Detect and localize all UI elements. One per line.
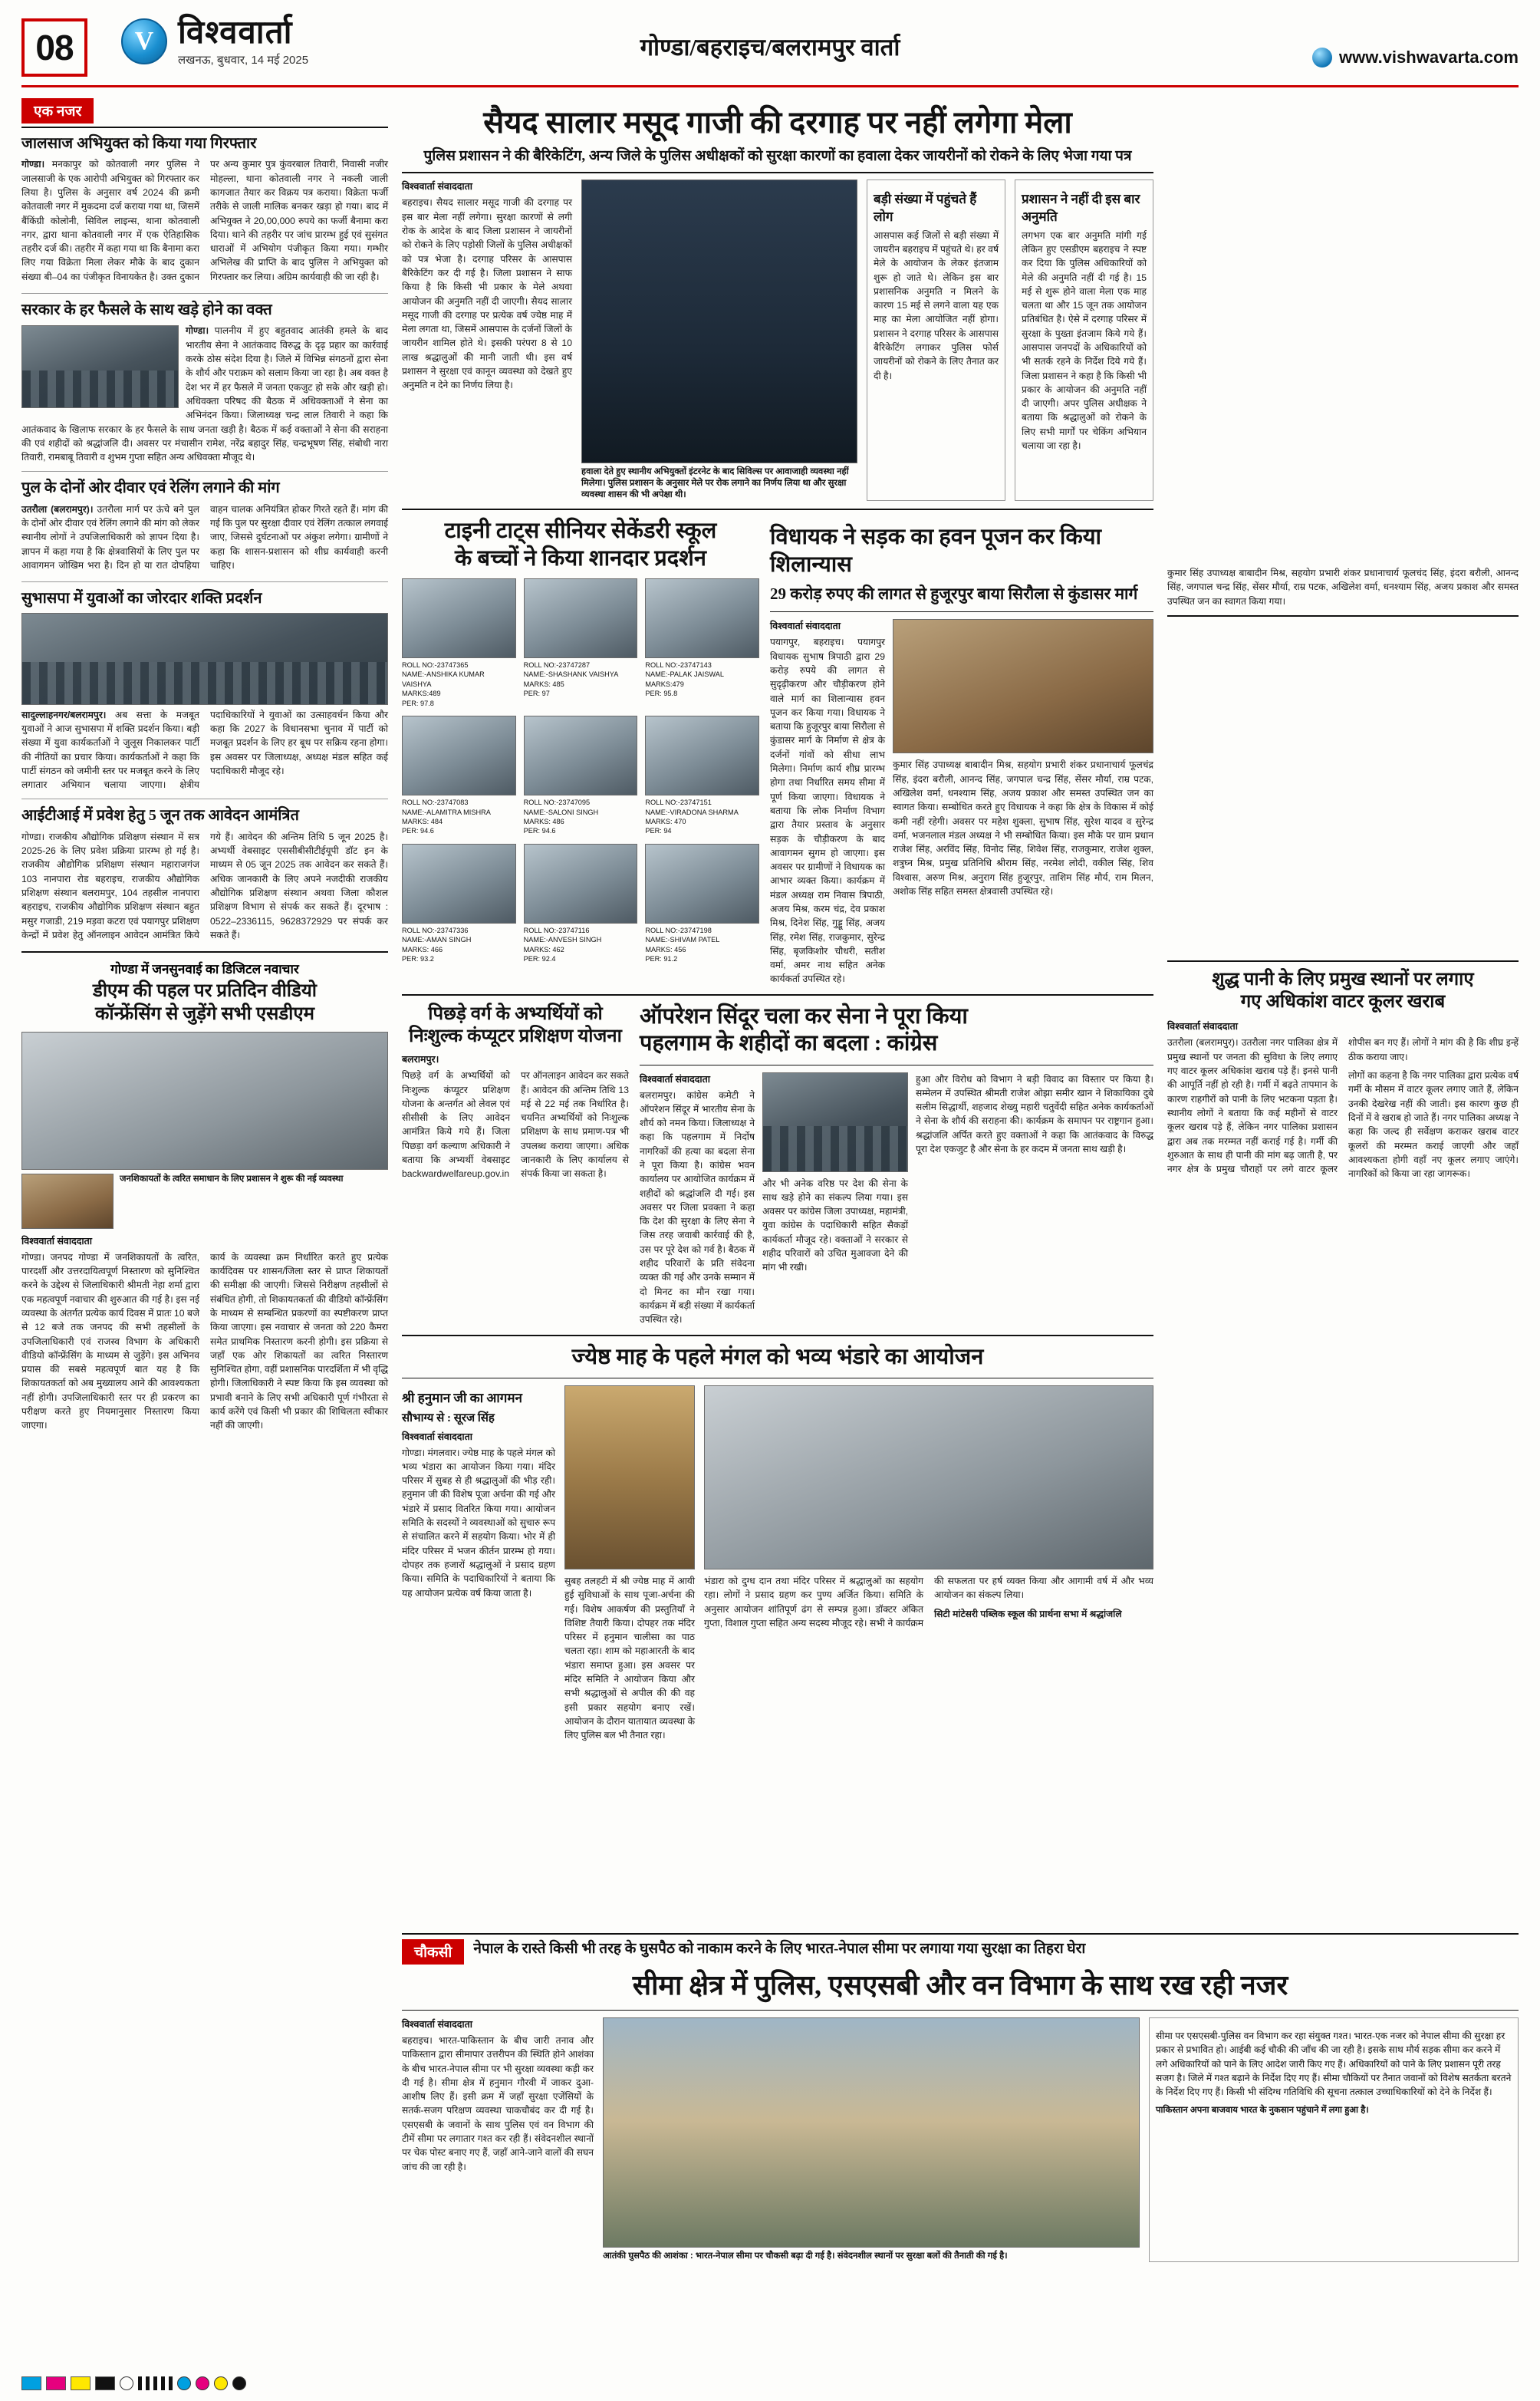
student-marks: MARKS: 485	[523, 680, 564, 688]
student-roll: ROLL NO:-23747151	[645, 799, 712, 807]
photo-youth-rally	[21, 613, 388, 705]
list-item	[524, 844, 638, 964]
middle-column	[402, 98, 1153, 1743]
student-photo	[645, 578, 759, 658]
article-body: अब सत्ता के मजबूत युवाओं ने आज सुभासपा में शक्ति प्रदर्शन किया। बड़ी संख्या में युवा कार्यकर्ताओं ने जुलूस निकालकर पार्टी की नीतियों का प्रचार किया। कार्यकर्ताओं ने कहा कि पार्टी संगठन को जमीनी स्तर पर मजबूत करने के लिए लगातार अभियान चलाया जाएगा। क्षेत्रीय पदाधिकारियों ने युवाओं का उत्साहवर्धन किया और कहा कि 2027 के विधानसभा चुनाव में पार्टी को मजबूत प्रदर्शन के लिए हर बूथ पर सक्रिय रहना होगा। इस अवसर पर जिलाध्यक्ष, अध्यक्ष मंडल सहित कई पदाधिकारी मौजूद रहे।	[21, 709, 388, 791]
article-body-2: कार्य के व्यवस्था क्रम निर्धारित करते हुए प्रत्येक कार्यदिवस पर शासन/जिला स्तर से प्राप्त शिकायतों की समीक्षा की जाएगी। जिससे निरीक्षण तहसीलों से संबंधित होगी, तो शिकायतकर्ता की वीडियो कॉन्फ्रेंसिंग के माध्यम से सम्बन्धित प्रकरणों का स्पष्टीकरण प्राप्त किया जाएगा। इस नवाचार से जनता को 220 कैमरा समेत प्राथमिक निस्तारण करनी होगी। इस प्रक्रिया से जहाँ एक ओर शिकायतों का त्वरित निस्तारण सुनिश्चित होगा, वहीं प्रशासनिक पारदर्शिता में भी वृद्धि होगी। जिलाधिकारी ने स्पष्ट किया कि इस व्यवस्था को प्रभावी बनाने के लिए सभी अधिकारी पूर्ण गंभीरता से कार्य करेंगे एवं किसी भी प्रकार की शिथिलता स्वीकार नहीं की जाएगी।	[210, 1251, 388, 1431]
student-percent: PER: 94.6	[402, 827, 434, 835]
headline-backward-1[interactable]: पिछड़े वर्ग के अभ्यर्थियों को	[428, 1003, 603, 1024]
headline-sindoor-2[interactable]: पहलगाम के शहीदों का बदला : कांग्रेस	[640, 1031, 938, 1056]
article-mla: पयागपुर, बहराइच। पयागपुर विधायक सुभाष त्रिपाठी द्वारा 29 करोड़ रुपये की लागत से सुदृढ़ीकरण और चौड़ीकरण होने वाले मार्ग का शिलान्यास हवन पूजन कर किया गया। विधायक ने बताया कि हुजूरपुर बाया सिरौला से कुंडासर मार्ग के निर्माण से क्षेत्र के दर्जनों गांवों को सीधा लाभ मिलेगा। निर्माण कार्य शीघ्र प्रारम्भ होगा तथा निर्धारित समय सीमा में पूर्ण किया जाएगा। विधायक ने बताया कि लोक निर्माण विभाग द्वारा तैयार प्रस्ताव के अनुसार सड़क के चौड़ीकरण के बाद आवागमन सुगम हो जाएगा। इस अवसर पर ग्रामीणों ने विधायक का आभार व्यक्त किया। कार्यक्रम में मंडल अध्यक्ष राम निवास त्रिपाठी, अजय मिश्र, करम चंद्र, देव प्रकाश मिश्र, दिनेश सिंह, गुड्डू सिंह, अजय सिंह, रमेश सिंह, राजकुमार, सुरेन्द्र सिंह, बृजकिशोर चौधरी, सतीश वर्मा, अमर नाथ सहित अनेक कार्यकर्ता उपस्थित रहे।	[770, 637, 885, 985]
photo-dm-portrait	[21, 1174, 114, 1229]
student-percent: PER: 97	[523, 690, 550, 698]
photo-lawyers-meeting	[21, 325, 179, 408]
subhead-joint-patrol: सीमा पर एसएसबी-पुलिस वन विभाग कर रहा संयुक्त गश्त। भारत-एक नजर को नेपाल सीमा की सुरक्षा हर प्रकार से प्रभावित हो। आईबी कई चौकी की जाँच की जा रही है। इसके साथ मौर्य सड़क सीमा कर करने में लगे अधिकारियों को पाने के लिए आदेश जारी किए गए हैं। अधिकारियों को पाने के लिए प्रशासन पूरी तरह सजग है। जिले में गश्त बढ़ाने के निर्देश दिए गए हैं। सीमा चौकियों पर तैनात जवानों को विशेष सतर्कता बरतने के निर्देश दिए गए हैं। किसी भी संदिग्ध गतिविधि की सूचना तत्काल उच्चाधिकारियों को देने के निर्देश हैं।	[1156, 2030, 1512, 2098]
headline-jalsaj[interactable]: जालसाज अभियुक्त को किया गया गिरफ्तार	[21, 135, 257, 152]
logo-letter: V	[134, 27, 154, 55]
color-bar-cyan	[21, 2376, 41, 2390]
edition-title: गोण्डा/बहराइच/बलरामपुर वार्ता	[640, 34, 900, 61]
student-name: NAME:-ANSHIKA KUMAR VAISHYA	[402, 670, 485, 688]
student-results-grid	[402, 578, 759, 963]
school-story	[402, 518, 759, 986]
mla-side-text: कुमार सिंह उपाध्यक्ष बाबादीन मिश्र, सहयोग प्रभारी शंकर प्रधानाचार्य फूलचंद सिंह, इंदरा बरौली, आनन्द सिंह, जगपाल चन्द्र सिंह, सेंसर मौर्या, राम्र पटक, अखिलेश वर्मा, धनश्याम सिंह, अजय प्रकाश और समस्त उपस्थित जन का स्वागत किया गया।	[1167, 568, 1519, 607]
list-item	[402, 844, 516, 964]
article-body: उतरौला मार्ग पर ऊंचे बने पुल के दोनों ओर दीवार एवं रेलिंग लगाने की मांग को लेकर स्थानीय लोगों ने उपजिलाधिकारी को ज्ञापन दिया है। ज्ञापन में कहा गया है कि क्षेत्रवासियों के लिए पुल पर आवागमन जोखिम भरा है। दिन हो या रात दोपहिया वाहन चालक अनियंत्रित होकर गिरते रहते हैं। मांग की गई कि पुल पर सुरक्षा दीवार एवं रेलिंग तत्काल लगवाई जाए, जिससे दुर्घटनाओं पर अंकुश लगेगा। ग्रामीणों ने कहा कि शासन-प्रशासन को शीघ्र कार्यवाही करनी चाहिए।	[21, 503, 388, 571]
photo-caption-dm: जनशिकायतों के त्वरित समाधान के लिए प्रशासन ने शुरू की नई व्यवस्था	[120, 1174, 344, 1184]
student-photo	[402, 578, 516, 658]
headline-subhaspa[interactable]: सुभासपा में युवाओं का जोरदार शक्ति प्रदर्शन	[21, 590, 262, 608]
headline-iti[interactable]: आईटीआई में प्रवेश हेतु 5 जून तक आवेदन आमंत्रित	[21, 807, 299, 825]
dek-security: नेपाल के रास्ते किसी भी तरह के घुसपैठ को नाकाम करने के लिए भारत-नेपाल सीमा पर लगाया गया सुरक्षा का तिहरा घेरा	[473, 1941, 1086, 1957]
byline: गोण्डा।	[186, 325, 209, 337]
registration-mark-cyan-icon	[177, 2376, 191, 2390]
student-marks: MARKS: 462	[523, 945, 564, 953]
sidebar-head-permission: प्रशासन ने नहीं दी इस बार अनुमति	[1022, 192, 1140, 224]
headline-water-2[interactable]: गए अधिकांश वाटर कूलर खराब	[1240, 992, 1446, 1013]
student-roll: ROLL NO:-23747198	[645, 926, 712, 934]
article-bhandara-3	[704, 1574, 1153, 1630]
headline-mla[interactable]: विधायक ने सड़क का हवन पूजन कर किया शिलान्यास	[770, 525, 1102, 577]
sidebar-text-crowd: आसपास कई जिलों से बड़ी संख्या में जायरीन बहराइच में पहुंचते थे। हर वर्ष मेले के आयोजन के लेकर इंतजाम शुरू हो जाते थे। लेकिन इस बार प्रशासनिक अनुमति न मिलने के कारण 15 मई से लगने वाला यह एक माह का मेला आयोजित नहीं होगा। प्रशासन ने दरगाह परिसर के आसपास बैरिकेटिंग लगाकर पुलिस फोर्स जायरीनों को रोकने के लिए तैनात कर दी है।	[874, 229, 999, 381]
registration-mark-yellow-icon	[214, 2376, 228, 2390]
mla-story	[770, 518, 1153, 986]
sidebar-text-permission: लगभग एक बार अनुमति मांगी गई लेकिन हुए एसडीएम बहराइच ने स्पष्ट कर दिया कि पुलिस अधिकारियों को मेले की अनुमति नहीं दी गई है। 15 मई से शुरू होने वाला मेला एक माह चलता था और 15 जून तक आयोजन प्रतिबंधित है। ऐसे में दरगाह परिसर में सुरक्षा के पुख्ता इंतजाम किये गये हैं। आसपास जनपदों के अधिकारियों को भी सतर्क रहने के निर्देश दिये गये हैं। जिला प्रशासन ने कहा है कि किसी भी प्रकार के आयोजन की अनुमति नहीं दी जाएगी। अपर पुलिस अधीक्षक ने बताया कि श्रद्धालुओं को रोकने के लिए सभी मार्गों पर चेकिंग अभियान चलाया जा रहा है।	[1022, 229, 1147, 452]
color-bar-magenta	[46, 2376, 66, 2390]
student-roll: ROLL NO:-23747365	[402, 661, 469, 669]
article-body-2: लोगों का कहना है कि नगर पालिका द्वारा प्रत्येक वर्ष गर्मी के मौसम में वाटर कूलर लगाए जाते हैं, लेकिन उनकी देखरेख नहीं की जाती। इस कारण कुछ ही दिनों में वे खराब हो जाते हैं। नगर पालिका अध्यक्ष ने कहा कि जल्द ही सर्वेक्षण कराकर खराब वाटर कूलरों की मरम्मत कराई जाएगी और जहाँ आवश्यकता होगी वहाँ नए कूलर लगाए जाएंगे। नागरिकों को किया जा रहा जागरूक।	[1348, 1070, 1519, 1180]
article-sindoor-2: और भी अनेक वरिष्ठ पर देश की सेना के साथ खड़े होने का संकल्प लिया गया। इस अवसर पर कांग्रेस जिला उपाध्यक्ष, महामंत्री, युवा कांग्रेस के पदाधिकारी सहित सैकड़ों कार्यकर्ता मौजूद रहे। वक्ताओं ने सरकार से शहीद परिवारों को उचित मुआवजा देने की मांग भी रखी।	[762, 1177, 908, 1273]
student-roll: ROLL NO:-23747095	[523, 799, 591, 807]
byline-security: विश्ववार्ता संवाददाता	[402, 2018, 472, 2030]
left-column	[21, 98, 388, 1438]
photo-caption-lead: हवाला देते हुए स्थानीय अभियुक्तों इंटरनेट के बाद सिविल्स पर आवाजाही व्यवस्था नहीं मिलेगा। पुलिस प्रशासन के अनुसार मेले पर रोक लगाने का निर्णय लिया था और सुरक्षा व्यवस्था शासन की भी अपेक्षा थी।	[581, 467, 849, 500]
article-pul	[21, 502, 388, 575]
water-cooler-story	[1167, 969, 1519, 1181]
list-item	[645, 716, 759, 836]
section-tag-chauksi: चौकसी	[402, 1939, 464, 1965]
student-roll: ROLL NO:-23747143	[645, 661, 712, 669]
byline-water: विश्ववार्ता संवाददाता	[1167, 1021, 1238, 1033]
photo-caption-security: आतंकी घुसपैठ की आशंका : भारत-नेपाल सीमा पर चौकसी बढ़ा दी गई है। संवेदनशील स्थानों पर सुरक्षा बलों की तैनाती की गई है।	[603, 2251, 1008, 2261]
article-sindoor-3: हुआ और विरोध को विभाग ने बड़ी विवाद का विस्तार पर किया है। सम्मेलन में उपस्थित श्रीमती राजेश ओझा समीर खान ने शिकायिका दुबे सलीम सिद्धार्थी, शहजाद शेख्यु महारी चतुर्वेदी सहित अनेक कार्यकर्ताओं ने सेना के शौर्य की सराहना की। कार्यक्रम के समापन पर राष्ट्रगान हुआ। श्रद्धांजलि अर्पित करते हुए वक्ताओं ने कहा कि आतंकवाद के विरुद्ध पूरा देश एकजुट है और सेना के हर कदम में जनता साथ खड़ी है।	[916, 1073, 1153, 1154]
ek-nazar-header	[21, 98, 388, 128]
student-percent: PER: 94	[645, 827, 672, 835]
student-marks: MARKS: 466	[402, 945, 443, 953]
security-story	[402, 1933, 1519, 2317]
sindoor-story	[640, 1003, 1153, 1327]
dek-lead: पुलिस प्रशासन ने की बैरिकेटिंग, अन्य जिले के पुलिस अधीक्षकों को सुरक्षा कारणों का हवाला देकर जायरीनों को रोकने के लिए भेजा गया पत्र	[423, 147, 1132, 164]
student-percent: PER: 95.8	[645, 690, 678, 698]
article-mla-2: कुमार सिंह उपाध्यक्ष बाबादीन मिश्र, सहयोग प्रभारी शंकर प्रधानाचार्य फूलचंद्र सिंह, इंदरा बरौली, आनन्द सिंह, जगपाल चन्द्र सिंह, सेंसर मौर्या, राम्र पटक, अखिलेश वर्मा, धनश्याम सिंह, अजय प्रकाश और समस्त उपस्थित जन का स्वागत किया। सम्बोधित करते हुए विधायक ने कहा कि क्षेत्र के विकास में कोई कमी नहीं रहेगी। अवसर पर महेश शुक्ला, सुभाष सिंह, सुरेश यादव व सुरेन्द्र वर्मा, भजनलाल मंडल अध्यक्ष ने भी सम्बोधित किया। इस मौके पर ग्राम प्रधान राजेश सिंह, अरविंद सिंह, विनोद सिंह, शिवेश सिंह, राजकुमार, राजेश शुक्ल, शत्रुघ्न मिश्र, प्रमुख प्रतिनिधि श्रीराम सिंह, नरमेश लोदी, वकील सिंह, शिव विश्वास, अरुण मिश्र, अनुराग सिंह हुजूरपुर, ताशिम सिंह मौर्य, राम मिलन, अशोक सिंह सहित समस्त क्षेत्रवासी उपस्थित रहे।	[893, 759, 1153, 897]
article-jalsaj	[21, 157, 388, 286]
left-bottom-continuation	[21, 1933, 388, 2317]
color-bar-yellow	[71, 2376, 90, 2390]
photo-india-nepal-border	[603, 2017, 1140, 2248]
photo-havan-pujan	[893, 619, 1153, 753]
article-backward: पिछड़े वर्ग के अभ्यर्थियों को निःशुल्क कंप्यूटर प्रशिक्षण योजना के अन्तर्गत ओ लेवल एवं सीसीसी के लिए आवेदन आमंत्रित किये गये हैं। जिला पिछड़ा वर्ग कल्याण अधिकारी ने बताया कि अभ्यर्थी वेबसाइट backwardwelfareup.gov.in पर ऑनलाइन आवेदन कर सकते हैं। आवेदन की अन्तिम तिथि 13 मई से 22 मई तक निर्धारित है। चयनित अभ्यर्थियों को निःशुल्क प्रशिक्षण के साथ प्रमाण-पत्र भी उपलब्ध कराया जाएगा। अधिक जानकारी के लिए कार्यालय से संपर्क किया जा सकता है।	[402, 1070, 629, 1180]
headline-backward-2[interactable]: निःशुल्क कंप्यूटर प्रशिक्षण योजना	[409, 1026, 622, 1047]
student-percent: PER: 93.2	[402, 955, 434, 963]
subhead-suraj: सौभाग्य से : सूरज सिंह	[402, 1412, 495, 1425]
subhead-hanuman: श्री हनुमान जी का आगमन	[402, 1390, 522, 1405]
byline: गोण्डा।	[21, 159, 45, 170]
headline-school-1[interactable]: टाइनी टाट्स सीनियर सेकेंडरी स्कूल	[444, 519, 717, 544]
student-photo	[645, 844, 759, 924]
article-body: उतरौला (बलरामपुर)। उतरौला नगर पालिका क्षेत्र में प्रमुख स्थानों पर जनता की सुविधा के लिए लगाए गए वाटर कूलर अधिकांश खराब पड़े हैं। इनसे पानी की आपूर्ति नहीं हो रही है। गर्मी में बढ़ते तापमान के कारण राहगीरों को पानी के लिए भटकना पड़ता है। स्थानीय लोगों ने बताया कि कई महीनों से वाटर कूलर खराब पड़े हैं, लेकिन नगर पालिका प्रशासन द्वारा अब तक मरम्मत नहीं कराई गई है। गर्मी की शुरुआत के साथ ही पानी की मांग बढ़ जाती है, पर नगर क्षेत्र के प्रमुख चौराहों पर लगे वाटर कूलर शोपीस बन गए हैं। लोगों ने मांग की है कि शीघ्र इन्हें ठीक कराया जाए।	[1167, 1037, 1519, 1175]
byline: उतरौला (बलरामपुर)।	[21, 503, 94, 515]
website-url: www.vishwavarta.com	[1339, 48, 1519, 67]
photo-dargah-police	[581, 179, 857, 463]
headline-sindoor-1[interactable]: ऑपरेशन सिंदूर चला कर सेना ने पूरा किया	[640, 1003, 968, 1029]
backward-class-story	[402, 1003, 629, 1327]
brand-name: विश्ववार्ता	[178, 15, 293, 51]
section-tag: एक नजर	[21, 98, 94, 124]
photo-dm-video-conference	[21, 1032, 388, 1170]
list-item	[402, 578, 516, 708]
student-marks: MARKS:489	[402, 690, 441, 698]
headline-security[interactable]: सीमा क्षेत्र में पुलिस, एसएसबी और वन विभाग के साथ रख रही नजर	[632, 1970, 1288, 2001]
byline-vishwavarta: विश्ववार्ता संवाददाता	[21, 1235, 92, 1247]
student-marks: MARKS: 484	[402, 817, 443, 825]
headline-dm-2[interactable]: कॉन्फ्रेंसिंग से जुड़ेंगे सभी एसडीएम	[94, 1003, 315, 1024]
headline-school-2[interactable]: के बच्चों ने किया शानदार प्रदर्शन	[455, 545, 706, 571]
student-marks: MARKS:479	[645, 680, 684, 688]
student-name: NAME:-PALAK JAISWAL	[645, 670, 724, 679]
kicker-digital: गोण्डा में जनसुनवाई का डिजिटल नवाचार	[110, 962, 299, 977]
byline-backward: बलरामपुर।	[402, 1054, 439, 1065]
student-name: NAME:-SALONI SINGH	[523, 808, 599, 816]
article-dm	[21, 1250, 388, 1438]
headline-dm-1[interactable]: डीएम की पहल पर प्रतिदिन वीडियो	[92, 981, 317, 1002]
print-registration-bars	[21, 2376, 246, 2390]
student-name: NAME:-ALAMITRA MISHRA	[402, 808, 491, 816]
sidebar-head-crowd: बड़ी संख्या में पहुंचते हैं लोग	[874, 192, 977, 224]
bhandara-story	[402, 1344, 1153, 1743]
byline: सादुल्लाहनगर/बलरामपुर।	[21, 709, 107, 720]
student-marks: MARKS: 470	[645, 817, 686, 825]
student-photo	[402, 716, 516, 795]
masthead	[21, 14, 1519, 87]
student-roll: ROLL NO:-23747336	[402, 926, 469, 934]
article-lead: बहराइच। सैयद सालार मसूद गाजी की दरगाह पर इस बार मेला नहीं लगेगा। सुरक्षा कारणों से लगी रोक के आदेश के बाद जिला प्रशासन ने जायरीनों को रोकने के लिए पड़ोसी जिलों के पुलिस अधीक्षकों को पत्र भेजा है। दरगाह परिसर के आसपास बैरिकेटिंग कर दी गई है। जिला प्रशासन ने साफ किया है कि किसी भी प्रकार के मेले अथवा आयोजन की अनुमति नहीं दी जाएगी। सैयद सालार मसूद गाजी की दरगाह पर प्रत्येक वर्ष ज्येष्ठ माह में मेला लगता था, जिसमें आसपास के दर्जनों जिलों के जायरीन शामिल होते थे। इसकी परंपरा 8 से 10 लाख श्रद्धालुओं की मानी जाती थी। इस वर्ष प्रशासन ने सुरक्षा एवं कानून व्यवस्था को देखते हुए अनुमति न देने का निर्णय लिया है।	[402, 197, 572, 391]
photo-temple-idol	[564, 1385, 695, 1569]
registration-mark-icon	[120, 2376, 133, 2390]
student-marks: MARKS: 456	[645, 945, 686, 953]
page-number: 08	[21, 18, 87, 77]
registration-mark-magenta-icon	[196, 2376, 209, 2390]
student-photo	[524, 844, 638, 924]
list-item	[524, 578, 638, 708]
registration-mark-black-icon	[232, 2376, 246, 2390]
brand-subline: लखनऊ, बुधवार, 14 मई 2025	[178, 54, 309, 67]
website-link[interactable]	[1312, 48, 1519, 68]
article-security: बहराइच। भारत-पाकिस्तान के बीच जारी तनाव और पाकिस्तान द्वारा सीमापार उत्तरीपन की स्थिति होने आशंका के बीच भारत-नेपाल सीमा पर भी सुरक्षा व्यवस्था कड़ी कर दी गई है। सीमा क्षेत्र में हनुमान गौरवी में जाकर दुआ-आशीष लिए हैं। इसी क्रम में जहाँ सुरक्षा एजेंसियों के सतर्क-सजग परिक्षण व्यवस्था चाकचौबंद कर दी गई है। एसएसबी के जवानों के साथ पुलिस एवं वन विभाग की टीमें सीमा पर लगातार गश्त कर रही हैं। संवेदनशील स्थानों पर चेक पोस्ट बनाए गए हैं, जहाँ आने-जाने वालों की सघन जांच की जा रही है।	[402, 2034, 594, 2172]
list-item	[645, 844, 759, 964]
student-percent: PER: 97.8	[402, 699, 434, 707]
article-body: पालनीय में हुए बहुतवाद आतंकी हमले के बाद भारतीय सेना ने आतंकवाद विरुद्ध के दृढ़ प्रहार का कार्रवाई करके ठोस संदेश दिया है। जिले में विभिन्न संगठनों द्वारा सेना के शौर्य और पराक्रम को सलाम किया जा रहा है। अब वक्त है देश भर में हर फैसले में जनता एकजुट हो सके और खड़ी हो। अधिवक्ता परिषद की बैठक में अधिवक्ताओं ने सेना का अभिनंदन किया। जिलाध्यक्ष चन्द्र लाल तिवारी ने कहा कि आतंकवाद के खिलाफ सरकार के हर फैसले के साथ जनता खड़ी है। बैठक में कई वक्ताओं ने सेना की सराहना की एवं शहीदों को श्रद्धांजलि दी। अवसर पर मंचासीन रामेश, नरेंद्र बहादुर सिंह, चन्द्रभूषण सिंह, संबोधी नारा तिवारी, रामबाबू तिवारी व शुभम गुप्ता सहित अन्य अधिवक्ता मौजूद थे।	[21, 325, 388, 463]
headline-bhandara[interactable]: ज्येष्ठ माह के पहले मंगल को भव्य भंडारे का आयोजन	[571, 1344, 984, 1369]
article-water	[1167, 1036, 1519, 1181]
globe-icon	[1312, 48, 1332, 68]
headline-pul[interactable]: पुल के दोनों ओर दीवार एवं रेलिंग लगाने की मांग	[21, 479, 280, 497]
digital-innovation-block	[21, 960, 388, 1437]
student-name: NAME:-ANVESH SINGH	[523, 936, 602, 944]
headline-sarkar[interactable]: सरकार के हर फैसले के साथ खड़े होने का वक्त	[21, 301, 272, 319]
right-column	[1167, 98, 1519, 1181]
student-roll: ROLL NO:-23747083	[402, 799, 469, 807]
headline-lead[interactable]: सैयद सालार मसूद गाजी की दरगाह पर नहीं लगेगा मेला	[483, 105, 1072, 140]
dek-mla: 29 करोड़ रुपए की लागत से हुजूरपुर बाया सिरौला से कुंडासर मार्ग	[770, 585, 1138, 603]
article-body: भंडारा को दुग्ध दान तथा मंदिर परिसर में श्रद्धालुओं का सहयोग रहा। लोगों ने प्रसाद ग्रहण कर पुण्य अर्जित किया। समिति के अनुसार आयोजन शांतिपूर्ण ढंग से सम्पन्न हुआ। डॉक्टर अंकित गुप्ता, विशाल गुप्ता सहित अन्य सदस्य मौजूद रहे। सभी ने कार्यक्रम की सफलता पर हर्ष व्यक्त किया और आगामी वर्ष में और भव्य आयोजन का संकल्प लिया।	[704, 1575, 1153, 1629]
article-subhaspa	[21, 708, 388, 792]
article-bhandara: गोण्डा। मंगलवार। ज्येष्ठ माह के पहले मंगल को भव्य भंडारा का आयोजन किया गया। मंदिर परिसर में सुबह से ही श्रद्धालुओं की भीड़ रही। हनुमान जी की विशेष पूजा अर्चना की गई और भंडारे में प्रसाद वितरित किया गया। आयोजन समिति के सदस्यों ने व्यवस्थाओं को सुचारु रूप से संचालित करने में सहयोग किया। भोर में ही मंदिर परिसर में भजन कीर्तन प्रारम्भ हो गया। दोपहर तक हजारों श्रद्धालुओं ने प्रसाद ग्रहण किया। समिति के पदाधिकारियों ने बताया कि यह आयोजन प्रत्येक वर्ष किया जाता है।	[402, 1447, 555, 1599]
photo-bhandara-prasad	[704, 1385, 1153, 1569]
list-item	[402, 716, 516, 836]
student-name: NAME:-SHIVAM PATEL	[645, 936, 720, 944]
photo-caption-security-2: पाकिस्तान अपना बाजवाय भारत के नुकसान पहुंचाने में लगा हुआ है।	[1156, 2106, 1369, 2116]
density-bars	[138, 2376, 173, 2390]
photo-caption-school: सिटी मांटेसरी पब्लिक स्कूल की प्रार्थना सभा में श्रद्धांजलि	[934, 1608, 1122, 1619]
student-photo	[524, 578, 638, 658]
student-percent: PER: 91.2	[645, 955, 678, 963]
student-percent: PER: 94.6	[523, 827, 556, 835]
list-item	[645, 578, 759, 708]
student-name: NAME:-AMAN SINGH	[402, 936, 472, 944]
byline-bhandara: विश्ववार्ता संवाददाता	[402, 1431, 472, 1442]
article-bhandara-2: सुबह तलहटी में श्री ज्येष्ठ माह में आयी हुई सुविधाओं के साथ पूजा-अर्चना की गई। विशेष आकर्षण की प्रस्तुतियाँ ने विशिष्ट तैयारी किया। दोपहर तक मंदिर परिसर में हनुमान चालीसा का पाठ चलता रहा। शाम को महाआरती के बाद भंडारा समाप्त हुआ। इस अवसर पर मंदिर समिति ने आयोजन किया और सभी श्रद्धालुओं से अपील की की वह इसी प्रकार सहयोग बनाए रखें। आयोजन के दौरान यातायात व्यवस्था के लिए पुलिस बल भी तैनात रहा।	[564, 1575, 695, 1741]
byline-lead: विश्ववार्ता संवाददाता	[402, 181, 472, 193]
article-body: गोण्डा। राजकीय औद्योगिक प्रशिक्षण संस्थान में सत्र 2025-26 के लिए प्रवेश प्रक्रिया प्रारम्भ हो गई है। राजकीय औद्योगिक प्रशिक्षण संस्थान महाराजगंज 103 नानपारा रोड बहराइच, राजकीय औद्योगिक प्रशिक्षण संस्थान बलरामपुर, 104 तहसील नानपारा बहराइच, राजकीय औद्योगिक प्रशिक्षण संस्थान बहुत मसुर गजाडी, 219 मड़वा कटरा एवं पयागपुर प्रशिक्षण केन्द्रों में प्रवेश हेतु ऑनलाइन आवेदन आमंत्रित किये गये हैं। आवेदन की अन्तिम तिथि 5 जून 2025 है। अभ्यर्थी वेबसाइट एससीबीसीटीईयूपी डॉट इन के माध्यम से 05 जून 2025 तक आवेदन कर सकते हैं। अधिक जानकारी के लिए अपने नजदीकी राजकीय औद्योगिक प्रशिक्षण संस्थान अथवा जिला कौशल प्रशिक्षण विभाग से संपर्क कर सकते हैं। दूरभाष : 0522–2336115, 9628372929 पर संपर्क कर सकते हैं।	[21, 831, 388, 940]
article-body: गोण्डा। जनपद गोण्डा में जनशिकायतों के त्वरित, पारदर्शी और उत्तरदायित्वपूर्ण निस्तारण को सुनिश्चित करने के उद्देश्य से जिलाधिकारी श्रीमती नेहा शर्मा द्वारा एक महत्वपूर्ण नवाचार की शुरुआत की गई है। इस नई व्यवस्था के अंतर्गत प्रत्येक कार्य दिवस में प्रातः 10 बजे से 12 बजे तक जनपद की सभी तहसीलों के उपजिलाधिकारी एवं राजस्व विभाग के अधिकारी वीडियो कॉन्फ्रेंसिंग के माध्यम से जुड़ेंगे। इस अभिनव प्रयास की सबसे महत्वपूर्ण बात यह है कि शिकायतकर्ता को अब मुख्यालय आने की आवश्यकता नहीं होगी। उपजिलाधिकारी स्तर पर ही प्रकरण का परीक्षण करते हुए नियमानुसार निस्तारण किया जाएगा।	[21, 1251, 199, 1431]
student-roll: ROLL NO:-23747287	[523, 661, 591, 669]
student-name: NAME:-SHASHANK VAISHYA	[523, 670, 619, 679]
lead-story	[402, 104, 1153, 501]
byline-mla: विश्ववार्ता संवाददाता	[770, 621, 841, 632]
student-marks: MARKS: 486	[523, 817, 564, 825]
article-iti	[21, 830, 388, 944]
list-item	[524, 716, 638, 836]
byline-sindoor: विश्ववार्ता संवाददाता	[640, 1073, 710, 1085]
student-photo	[645, 716, 759, 795]
headline-water-1[interactable]: शुद्ध पानी के लिए प्रमुख स्थानों पर लगाए	[1212, 969, 1474, 990]
student-name: NAME:-VIRADONA SHARMA	[645, 808, 739, 816]
color-bar-black	[95, 2376, 115, 2390]
photo-congress-meeting	[762, 1072, 908, 1172]
article-body: मनकापुर को कोतवाली नगर पुलिस ने जालसाजी के एक आरोपी अभियुक्त को गिरफ्तार कर लिया है। पुलिस के अनुसार वर्ष 2024 की क्रमी कोतवाली नगर में मुकदमा दर्ज कराया गया था, जिसमें बैंकिंग्री कोलोनी, सिविल लाइन्स, थाना कोतवाली नगर, द्वारा थाना कोतवाली नगर में एक ऐतिहासिक तहरीर दर्ज की। तहरीर में कहा गया था कि बैनामा करा लिए गया विक्रेता मिला लेकर मौके के बाद दुकान संख्या बी–04 का पंजीकृत विनायकेत है। उक्त दुकान पर अन्य कुमार पुत्र कुंवरबाल तिवारी, निवासी नजीर मोहल्ला, थाना कोतवाली नगर ने नकली जाली कागजात तैयार कर विक्रय पत्र कराया। विक्रेता फर्जी तरीके से जाली मालिक बनकर खड़ा हो गया। बाद में अभियुक्त ने 20,00,000 रुपये का फर्जी बैनामा करा दिया। थाने की तहरीर पर जांच प्रारम्भ हुई एवं सुसंगत धाराओं में अभियोग पंजीकृत किया गया। गम्भीर अभिलेख की प्राप्ति के बाद पुलिस ने अभियुक्त को गिरफ्तार कर लिया। अग्रिम कार्यवाही की जा रही है।	[21, 159, 388, 282]
student-roll: ROLL NO:-23747116	[523, 926, 590, 934]
student-photo	[524, 716, 638, 795]
student-percent: PER: 92.4	[523, 955, 556, 963]
student-photo	[402, 844, 516, 924]
article-sindoor: बलरामपुर। कांग्रेस कमेटी ने ऑपरेशन सिंदूर में भारतीय सेना के शौर्य को नमन किया। जिलाध्यक्ष ने कहा कि पहलगाम में निर्दोष नागरिकों की हत्या का बदला सेना ने पूरा किया है। कांग्रेस भवन कार्यालय पर आयोजित कार्यक्रम में शहीदों को श्रद्धांजलि दी गई। इस अवसर पर जिला प्रवक्ता ने कहा कि देश की सुरक्षा के लिए सेना ने जिस तरह जवाबी कार्रवाई की है, उस पर पूरे देश को गर्व है। बैठक में शहीद परिवारों के प्रति संवेदना व्यक्त की गई और उनके सम्मान में दो मिनट का मौन रखा गया। कार्यक्रम में बड़ी संख्या में कार्यकर्ता उपस्थित रहे।	[640, 1089, 755, 1326]
